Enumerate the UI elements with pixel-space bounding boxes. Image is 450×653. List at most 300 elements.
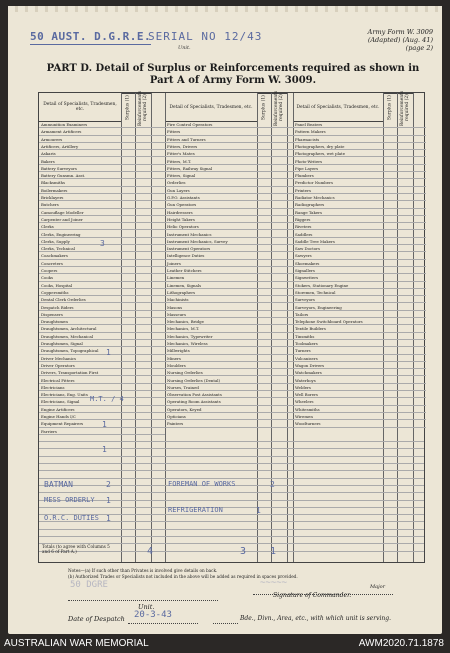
- table-row-qty: [383, 311, 426, 318]
- table-row-qty: [383, 391, 426, 398]
- header-detail-1: Detail of Specialists, Tradesmen, etc.: [39, 93, 121, 122]
- table-row: Moulders: [165, 362, 257, 369]
- table-row: Bakers: [39, 158, 121, 165]
- table-row-qty: [383, 355, 426, 362]
- table-row: Electrical Fitters: [39, 377, 121, 384]
- table-row: Battery Gunsmn. Asst.: [39, 172, 121, 179]
- table-row-qty: [257, 333, 293, 340]
- table-row-qty: [257, 136, 293, 143]
- table-row-qty: [383, 179, 426, 186]
- table-row-qty: [257, 362, 293, 369]
- table-row-qty: [257, 304, 293, 311]
- table-row: Telephone Switchboard Operators: [293, 318, 383, 325]
- table-row: Ammunition Examiners: [39, 121, 121, 128]
- table-row: Draughtsmen, Architectural: [39, 325, 121, 332]
- footer-signature: Signature of Commander.: [273, 592, 352, 599]
- table-row-qty: [383, 223, 426, 230]
- blank-row: [39, 450, 424, 457]
- table-row: Draughtsmen: [39, 318, 121, 325]
- blank-row: [39, 523, 424, 530]
- table-row-qty: [257, 289, 293, 296]
- table-row: Dental Clerk Orderlies: [39, 296, 121, 303]
- table-row: Surveyors, Engineering: [293, 304, 383, 311]
- table-row-qty: [121, 333, 165, 340]
- table-row-qty: [121, 384, 165, 391]
- table-row-qty: [257, 245, 293, 252]
- table-row-qty: [121, 304, 165, 311]
- table-row: Draughtsmen, Topographical: [39, 347, 121, 354]
- table-row: Radiographers: [293, 201, 383, 208]
- table-row: Coopers: [39, 267, 121, 274]
- blank-row: [39, 435, 424, 442]
- table-row-qty: [257, 391, 293, 398]
- table-row: Artificers, Artillery: [39, 143, 121, 150]
- table-row-qty: [121, 267, 165, 274]
- table-row-qty: [383, 289, 426, 296]
- table-row: Driver Operators: [39, 362, 121, 369]
- footer-despatch-label: Date of Despatch: [68, 615, 125, 623]
- table-row: Intelligence Duties: [165, 252, 257, 259]
- table-row-qty: [121, 311, 165, 318]
- table-row: Dispensers: [39, 311, 121, 318]
- table-row-qty: [257, 238, 293, 245]
- hw-refrigeration: REFRIGERATION: [168, 506, 223, 514]
- form-sheet: [8, 6, 442, 634]
- table-row-qty: [257, 209, 293, 216]
- table-row: Plumbers: [293, 172, 383, 179]
- table-row-qty: [121, 260, 165, 267]
- table-row: Vulcanisers: [293, 355, 383, 362]
- table-row-qty: [257, 143, 293, 150]
- table-row-qty: [383, 201, 426, 208]
- table-row: Gun Layers: [165, 187, 257, 194]
- hw-foreman-qty: 2: [270, 480, 275, 489]
- table-row: Toolmakers: [293, 340, 383, 347]
- table-row-qty: [121, 194, 165, 201]
- table-row: Draughtsmen, Signal: [39, 340, 121, 347]
- table-row-qty: [383, 398, 426, 405]
- table-row: Opticians: [165, 413, 257, 420]
- table-row-qty: [383, 150, 426, 157]
- table-row-qty: [383, 340, 426, 347]
- table-row: Whitesmiths: [293, 406, 383, 413]
- table-row: Clerks: [39, 223, 121, 230]
- table-row: Fitters and Turners: [165, 136, 257, 143]
- table-row: Leather Stitchers: [165, 267, 257, 274]
- table-row: Fitters, Drivers: [165, 143, 257, 150]
- table-row-qty: [257, 369, 293, 376]
- table-row-qty: [257, 172, 293, 179]
- table-row-qty: [257, 267, 293, 274]
- table-row: Orderlies: [165, 179, 257, 186]
- table-row-qty: [257, 121, 293, 128]
- table-row-qty: [383, 143, 426, 150]
- hw-driver-operators: M.T. / 4: [90, 395, 124, 403]
- table-row-qty: [257, 311, 293, 318]
- table-row-qty: [257, 128, 293, 135]
- table-row-qty: [121, 179, 165, 186]
- table-row-qty: [121, 165, 165, 172]
- table-row: Saw Doctors: [293, 245, 383, 252]
- table-row: Linemen: [165, 274, 257, 281]
- table-row: Cooks, Hospital: [39, 282, 121, 289]
- table-row: Well Borers: [293, 391, 383, 398]
- table-row-qty: [121, 296, 165, 303]
- table-row-qty: [257, 187, 293, 194]
- table-row-qty: [121, 231, 165, 238]
- table-row-qty: [121, 216, 165, 223]
- table-row: Watchmakers: [293, 369, 383, 376]
- table-row: Joiners: [165, 260, 257, 267]
- table-row-qty: [121, 209, 165, 216]
- header-surplus-3: Surplus (1): [383, 93, 397, 122]
- table-row: Coachmakers: [39, 252, 121, 259]
- table-row: Waterboys: [293, 377, 383, 384]
- table-row: Painters: [165, 420, 257, 427]
- table-row-qty: [257, 201, 293, 208]
- table-row-qty: [121, 318, 165, 325]
- footer-unit: Unit.: [138, 603, 155, 611]
- table-row: Mechanics, Wireless: [165, 340, 257, 347]
- header-required-3: Reinforcements required (2): [397, 93, 413, 122]
- table-row-qty: [383, 165, 426, 172]
- table-row: Sawyers: [293, 252, 383, 259]
- table-row: Signallers: [293, 267, 383, 274]
- archive-reference: AWM2020.71.1878: [358, 638, 444, 649]
- table-row-qty: [383, 194, 426, 201]
- table-row: Printers: [293, 187, 383, 194]
- table-row-qty: [383, 252, 426, 259]
- faded-signature-stamp: ~~~~~: [260, 578, 288, 588]
- table-row-qty: [257, 413, 293, 420]
- table-row-qty: [383, 209, 426, 216]
- table-row: Nursing Orderlies: [165, 369, 257, 376]
- table-row: Operating Room Assistants: [165, 398, 257, 405]
- header-required-2: Reinforcements required (2): [271, 93, 287, 122]
- table-row: Panel Beaters: [293, 121, 383, 128]
- table-row-qty: [121, 245, 165, 252]
- hw-despatch-date: 20-3-43: [134, 610, 172, 620]
- table-row-qty: [121, 121, 165, 128]
- table-row-qty: [257, 384, 293, 391]
- hw-batman: BATMAN: [44, 480, 73, 489]
- table-row-qty: [383, 369, 426, 376]
- table-row-qty: [121, 143, 165, 150]
- blank-row: [39, 464, 424, 471]
- table-row: Miners: [165, 355, 257, 362]
- table-row-qty: [121, 398, 165, 405]
- table-row: Riggers: [293, 216, 383, 223]
- table-row-qty: [121, 172, 165, 179]
- table-row: Masseurs: [165, 311, 257, 318]
- table-row-qty: [257, 377, 293, 384]
- table-row-qty: [121, 428, 165, 435]
- blank-row: [39, 457, 424, 464]
- hw-refrigeration-qty: 1: [256, 506, 261, 515]
- table-row: Helio Operators: [165, 223, 257, 230]
- form-notes: Notes—(a) If such other than Privates is involved give details on back. (b) Authorized Trades or Specialists not included in the above will be added as required in spaces provided.: [68, 568, 298, 579]
- table-row: Pattern Makers: [293, 128, 383, 135]
- table-row: Electricians, Signal: [39, 398, 121, 405]
- hw-batman-qty: 2: [106, 480, 111, 489]
- table-row: Operators, Keyed: [165, 406, 257, 413]
- table-row: Fitters, Railway Signal: [165, 165, 257, 172]
- table-row-qty: [257, 252, 293, 259]
- table-row: Radiator Mechanics: [293, 194, 383, 201]
- hw-clerks-eng: 3: [100, 239, 105, 248]
- table-row: Carpenter and Joiner: [39, 216, 121, 223]
- table-row-qty: [257, 179, 293, 186]
- table-row-qty: [121, 187, 165, 194]
- table-row: Drivers, Transportation First: [39, 369, 121, 376]
- table-row-qty: [257, 231, 293, 238]
- table-row-qty: [257, 260, 293, 267]
- table-row: Stokers, Stationary Engine: [293, 282, 383, 289]
- table-row: Despatch Riders: [39, 304, 121, 311]
- table-row-qty: [257, 296, 293, 303]
- table-row: Clerks, Engineering: [39, 231, 121, 238]
- table-row-qty: [383, 216, 426, 223]
- table-row-qty: [383, 413, 426, 420]
- table-row: Masons: [165, 304, 257, 311]
- form-title: PART D. Detail of Surplus or Reinforcements required as shown in Part A of Army Form W. 3009.: [46, 63, 420, 86]
- table-row: Mechanics, Bridge: [165, 318, 257, 325]
- table-row-qty: [383, 318, 426, 325]
- header-detail-2: Detail of Specialists, Tradesmen, etc.: [165, 93, 257, 122]
- table-row-qty: [257, 325, 293, 332]
- blank-row: [39, 501, 424, 508]
- table-row: Pipe Layers: [293, 165, 383, 172]
- blank-row: [39, 442, 424, 449]
- table-row: Saddlers: [293, 231, 383, 238]
- table-row-qty: [383, 362, 426, 369]
- table-row-qty: [257, 406, 293, 413]
- table-row: Photographers, wet plate: [293, 150, 383, 157]
- table-row: Battery Surveyors: [39, 165, 121, 172]
- table-row: Engine Artificers: [39, 406, 121, 413]
- table-row: Cooks: [39, 274, 121, 281]
- table-row-qty: [257, 398, 293, 405]
- table-row-qty: [121, 362, 165, 369]
- hw-orc-duties-qty: 1: [106, 514, 111, 523]
- table-row: Surveyors: [293, 296, 383, 303]
- table-row-qty: [121, 340, 165, 347]
- table-row-qty: [121, 158, 165, 165]
- table-row-qty: [383, 231, 426, 238]
- blank-row: [39, 471, 424, 478]
- table-row-qty: [121, 136, 165, 143]
- table-row-qty: [383, 172, 426, 179]
- table-row: G.P.O. Assistants: [165, 194, 257, 201]
- hw-mess-orderly-qty: 1: [106, 496, 111, 505]
- table-row-qty: [383, 304, 426, 311]
- unit-label: Unit.: [178, 45, 191, 51]
- table-row: Coppersmiths: [39, 289, 121, 296]
- table-row: Concreters: [39, 260, 121, 267]
- table-row: Fitters, Signal: [165, 172, 257, 179]
- blank-row: [39, 493, 424, 500]
- table-row-qty: [383, 158, 426, 165]
- table-row: Boilermakers: [39, 187, 121, 194]
- table-row: Driver Mechanics: [39, 355, 121, 362]
- table-row-qty: [121, 355, 165, 362]
- table-row: Fire Control Operators: [165, 121, 257, 128]
- table-row-qty: [257, 216, 293, 223]
- table-row: Welders: [293, 384, 383, 391]
- table-row: Tinsmiths: [293, 333, 383, 340]
- table-row-qty: [257, 158, 293, 165]
- table-row: Pharmacists: [293, 136, 383, 143]
- table-row: Clerks, Technical: [39, 245, 121, 252]
- table-row-qty: [383, 377, 426, 384]
- table-row-qty: [257, 194, 293, 201]
- table-row: Nurses, Trained: [165, 384, 257, 391]
- table-row: Lithographers: [165, 289, 257, 296]
- table-row-qty: [257, 150, 293, 157]
- table-row-qty: [121, 347, 165, 354]
- table-row-qty: [383, 128, 426, 135]
- faded-unit-stamp: 50 DGRE: [70, 580, 108, 590]
- table-row: Height Takers: [165, 216, 257, 223]
- table-row-qty: [257, 420, 293, 427]
- header-surplus-1: Surplus (1): [121, 93, 135, 122]
- table-row: Farriers: [39, 428, 121, 435]
- table-row: Signwriters: [293, 274, 383, 281]
- table-row-qty: [121, 406, 165, 413]
- table-row-qty: [383, 136, 426, 143]
- table-row: Riveters: [293, 223, 383, 230]
- serial-number: SERIAL NO 12/43: [148, 30, 263, 43]
- table-row: Instrument Mechanics, Survey: [165, 238, 257, 245]
- table-row: Electricians, Eng. Units: [39, 391, 121, 398]
- table-row: Bricklayers: [39, 194, 121, 201]
- footer-rank: Major: [370, 584, 386, 590]
- table-row-qty: [383, 406, 426, 413]
- table-row-qty: [257, 347, 293, 354]
- header-required-1: Reinforcements required (2): [135, 93, 151, 122]
- table-row-qty: [121, 201, 165, 208]
- hw-engine-artificers: 1: [102, 445, 107, 454]
- table-row-qty: [257, 274, 293, 281]
- table-row: Electricians: [39, 384, 121, 391]
- table-row: Woodturners: [293, 420, 383, 427]
- table-row-qty: [121, 274, 165, 281]
- table-row: Armourers: [39, 136, 121, 143]
- table-row-qty: [121, 252, 165, 259]
- table-row: Fitters: [165, 128, 257, 135]
- hw-mess-orderly: MESS ORDERLY: [44, 496, 95, 504]
- table-row-qty: [257, 165, 293, 172]
- table-row-qty: [383, 238, 426, 245]
- table-row-qty: [383, 347, 426, 354]
- table-row: Clerks, Supply: [39, 238, 121, 245]
- table-row: Photographers, dry plate: [293, 143, 383, 150]
- table-row: Instrument Operators: [165, 245, 257, 252]
- table-row-qty: [257, 318, 293, 325]
- table-row-qty: [121, 150, 165, 157]
- table-row-qty: [257, 355, 293, 362]
- table-row-qty: [383, 245, 426, 252]
- table-row-qty: [121, 128, 165, 135]
- table-row: Tailors: [293, 311, 383, 318]
- hw-draughtsmen: 1: [106, 348, 111, 357]
- table-row: Camouflage Modeller: [39, 209, 121, 216]
- table-row-qty: [383, 121, 426, 128]
- totals-label: Totals (to agree with Columns 5 and 6 of Part A.): [42, 544, 110, 554]
- archive-caption: AUSTRALIAN WAR MEMORIAL: [4, 638, 149, 649]
- table-row-qty: [383, 260, 426, 267]
- table-row: Askaris: [39, 150, 121, 157]
- table-row-qty: [383, 274, 426, 281]
- table-row-qty: [257, 223, 293, 230]
- table-row: Millwrights: [165, 347, 257, 354]
- table-row: Mechanics, M.T.: [165, 325, 257, 332]
- table-row: Wheelers: [293, 398, 383, 405]
- hw-foreman: FOREMAN OF WORKS: [168, 480, 236, 488]
- table-row-qty: [121, 282, 165, 289]
- table-row: Turners: [293, 347, 383, 354]
- hw-electricians: 1: [102, 420, 107, 429]
- table-row-qty: [383, 296, 426, 303]
- table-row-qty: [121, 377, 165, 384]
- table-row: Fitters, M.T.: [165, 158, 257, 165]
- table-row-qty: [121, 325, 165, 332]
- table-row-qty: [121, 413, 165, 420]
- table-row-qty: [383, 267, 426, 274]
- table-row: Textile Builders: [293, 325, 383, 332]
- header-detail-3: Detail of Specialists, Tradesmen, etc.: [293, 93, 383, 122]
- table-row: Wagon Drivers: [293, 362, 383, 369]
- table-row-qty: [121, 238, 165, 245]
- table-row-qty: [383, 384, 426, 391]
- unit-stamp: 50 AUST. D.G.R.E.: [30, 30, 152, 43]
- table-row: Machinists: [165, 296, 257, 303]
- table-row-qty: [121, 223, 165, 230]
- hw-orc-duties: O.R.C. DUTIES: [44, 514, 99, 522]
- table-row: Predictor Numbers: [293, 179, 383, 186]
- table-row-qty: [383, 282, 426, 289]
- table-row-qty: [383, 325, 426, 332]
- table-row: Range Takers: [293, 209, 383, 216]
- table-row: Blacksmiths: [39, 179, 121, 186]
- table-row: Equipment Repairers: [39, 420, 121, 427]
- table-row-qty: [121, 369, 165, 376]
- hw-total-3: 1: [270, 546, 277, 557]
- table-row-qty: [383, 187, 426, 194]
- table-row: Hairdressers: [165, 209, 257, 216]
- table-row: Shoemakers: [293, 260, 383, 267]
- table-row-qty: [257, 282, 293, 289]
- table-row: Instrument Mechanics: [165, 231, 257, 238]
- table-row-qty: [383, 333, 426, 340]
- table-row-qty: [383, 420, 426, 427]
- table-row-qty: [121, 289, 165, 296]
- hw-total-1: 4: [147, 546, 154, 557]
- table-row: Wiremen: [293, 413, 383, 420]
- table-row: Gun Operators: [165, 201, 257, 208]
- table-row: Nursing Orderlies (Dental): [165, 377, 257, 384]
- footer-bde: Bde., Divn., Area, etc., with which unit is serving.: [240, 615, 391, 622]
- table-row: Photo-Writers: [293, 158, 383, 165]
- table-row: Armament Artificers: [39, 128, 121, 135]
- table-row: Storemen, Technical: [293, 289, 383, 296]
- table-row: Fitter's Mates: [165, 150, 257, 157]
- table-row-qty: [121, 420, 165, 427]
- table-row: Butchers: [39, 201, 121, 208]
- table-row: Mechanics, Typewriter: [165, 333, 257, 340]
- table-row-qty: [121, 391, 165, 398]
- header-surplus-2: Surplus (1): [257, 93, 271, 122]
